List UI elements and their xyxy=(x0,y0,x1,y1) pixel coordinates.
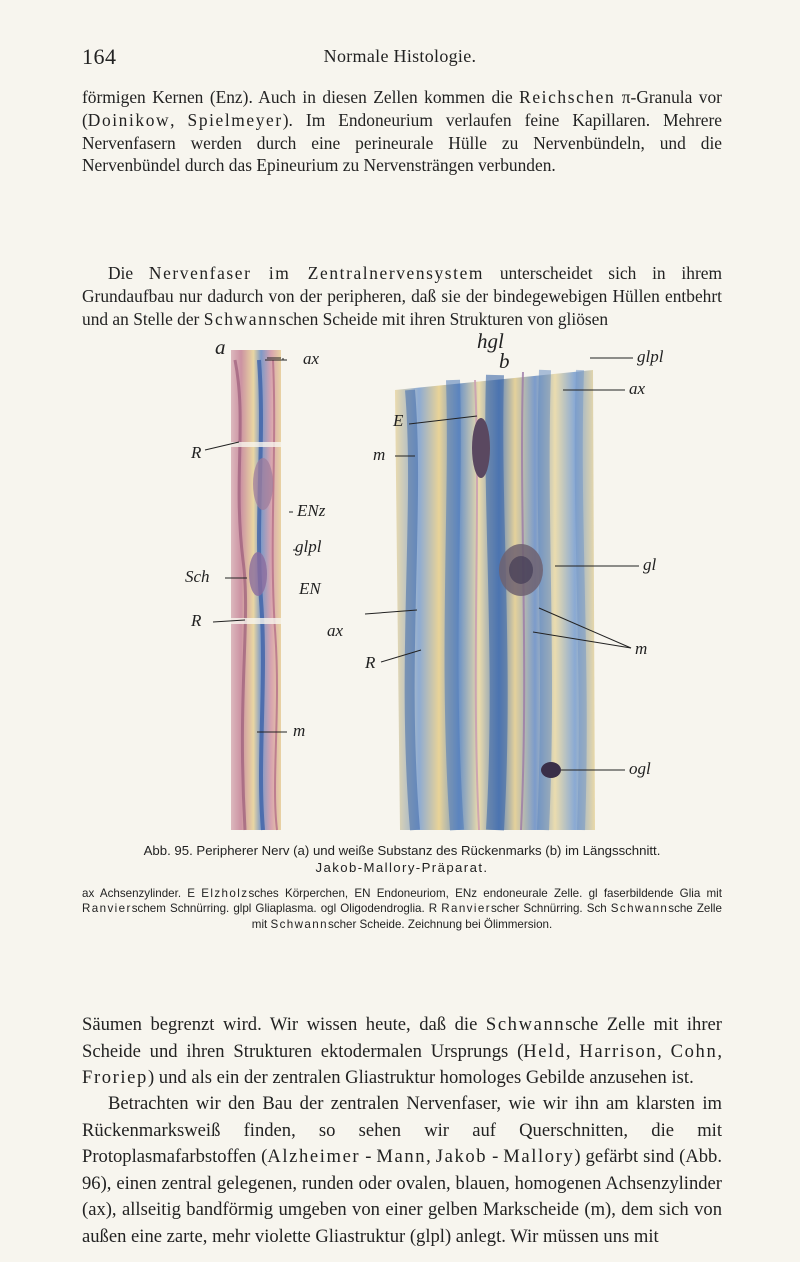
text-run: Säumen begrenzt wird. Wir wissen heute, daß die xyxy=(82,1014,486,1035)
label-r-left-top: R xyxy=(191,443,202,462)
text-run: schen Scheide mit ihren Strukturen von gliösen xyxy=(278,308,609,329)
label-glpl-left: glpl xyxy=(295,537,322,556)
legend-abbr: ENz xyxy=(455,887,478,900)
caption-title-line: Jakob-Mallory-Präparat. xyxy=(315,860,489,875)
panel-a-nerve xyxy=(231,350,281,830)
caption-legend xyxy=(82,886,722,932)
legend-abbr: gl xyxy=(588,887,598,900)
legend-abbr: ogl xyxy=(320,902,337,916)
author-name: Schwann xyxy=(203,308,279,329)
label-sch: Sch xyxy=(185,567,210,586)
author-name: Doinikow xyxy=(87,109,171,130)
author-name: Mann xyxy=(376,1146,427,1167)
paragraph-3 xyxy=(82,1012,722,1092)
label-gl: gl xyxy=(643,555,657,574)
author-name: Mallory xyxy=(503,1146,575,1167)
legend-text: Endoneuriom, xyxy=(370,887,456,900)
oligodendroglia-nucleus xyxy=(541,762,561,778)
label-ax-right: ax xyxy=(629,379,646,398)
author-name: Froriep xyxy=(82,1067,148,1088)
emphasis: Nervenfaser im Zentralnervensystem xyxy=(148,263,485,283)
panel-b-white-matter xyxy=(395,370,595,830)
author-name: Spielmeyer xyxy=(187,109,283,130)
label-enz: ENz xyxy=(297,501,326,520)
label-a: a xyxy=(215,335,226,359)
histology-figure xyxy=(185,329,710,830)
text-run: ) und als ein der zentralen Gliastruktur homologes Gebilde anzusehen ist. xyxy=(147,1067,694,1088)
legend-author: Elzholz xyxy=(201,887,249,900)
label-en: EN xyxy=(299,579,321,598)
author-name: Held xyxy=(523,1040,566,1062)
legend-text: scher Schnürring. xyxy=(490,902,587,916)
legend-text: sches Körperchen, xyxy=(248,887,355,900)
page-number: 164 xyxy=(82,44,117,69)
text-run: förmigen Kernen (Enz). Auch in diesen Zellen kommen die xyxy=(82,87,520,107)
caption-title xyxy=(82,842,722,876)
legend-abbr: ax xyxy=(82,887,95,900)
author-name: Jakob xyxy=(435,1146,488,1167)
text-run: Betrachten wir den Bau der zentralen Nervenfaser, wie wir ihn am klarsten im Rückenmarksweiß finden, so sehen wir auf Querschnitten, die mit Protoplasmafarbstoffen ( xyxy=(82,1093,722,1167)
legend-text: Gliaplasma. xyxy=(251,902,321,916)
caption-title-line: Abb. 95. Peripherer Nerv (a) und weiße Substanz des Rückenmarks (b) im Längsschnitt. xyxy=(143,843,661,858)
author-name: Reichschen xyxy=(519,87,616,107)
label-hgl: hgl xyxy=(477,329,504,353)
paragraph-1 xyxy=(82,86,722,177)
running-head: Normale Histologie. xyxy=(323,46,477,66)
legend-text: faserbildende Glia mit xyxy=(597,887,722,900)
legend-text: Achsenzylinder. xyxy=(94,887,188,900)
legend-text: scher Scheide. Zeichnung bei Ölimmersion. xyxy=(327,917,553,931)
text-run: , xyxy=(657,1040,671,1062)
text-run: - xyxy=(487,1146,504,1167)
legend-author: Schwann xyxy=(610,902,669,916)
text-run: , xyxy=(426,1146,436,1167)
text-run: ) gefärbt sind (Abb. 96), einen zentral gelegenen, runden oder ovalen, blauen, homogenen Achsenzylinder (ax), allseitig bandförmig umgeben von einer gelben Markscheide (m), dem sich von außen eine zarte, mehr violette Gliastruktur (glpl) anlegt. Wir müssen uns mit xyxy=(82,1146,722,1247)
label-m-mid: m xyxy=(373,445,386,464)
paragraph-4 xyxy=(82,1091,722,1250)
author-name: Alzheimer xyxy=(267,1146,361,1167)
figure-drawing xyxy=(185,329,710,830)
legend-text: sche Zelle mit xyxy=(251,902,722,931)
legend-abbr: Sch xyxy=(586,902,607,916)
label-ax-top: ax xyxy=(303,349,320,368)
legend-author: Ranvier xyxy=(441,902,491,916)
legend-text: schem Schnürring. xyxy=(131,902,234,916)
label-ogl: ogl xyxy=(629,759,651,778)
legend-abbr: E xyxy=(187,887,196,900)
text-run: , xyxy=(717,1040,723,1062)
legend-abbr: glpl xyxy=(233,902,252,916)
legend-text: endoneurale Zelle. xyxy=(477,887,589,900)
text-run: , xyxy=(565,1040,580,1062)
author-name: Schwann xyxy=(485,1014,566,1035)
author-name: Harrison xyxy=(579,1040,658,1062)
label-e: E xyxy=(393,411,404,430)
glial-nucleus-hgl xyxy=(472,418,490,478)
figure-caption xyxy=(82,842,722,932)
legend-text: Oligodendroglia. xyxy=(336,902,429,916)
label-glpl-right: glpl xyxy=(637,347,664,366)
label-r-left-bottom: R xyxy=(191,611,202,630)
legend-author: Ranvier xyxy=(82,902,132,916)
text-run: ). Im Endoneurium verlaufen feine Kapillaren. Mehrere Nervenfasern werden durch eine perineurale Hülle zu Nervenbündeln, und die Nervenbündel durch das Epineurium zu Nervensträngen verbunden. xyxy=(82,109,722,176)
text-run: sche Zelle mit ihrer Scheide und ihren Strukturen ektodermalen Ursprungs ( xyxy=(82,1014,722,1062)
legend-author: Schwann xyxy=(270,917,328,931)
text-run: π-Granula vor ( xyxy=(82,87,722,130)
text-run: - xyxy=(360,1146,377,1167)
legend-abbr: EN xyxy=(354,887,371,900)
text-run: , xyxy=(170,109,188,130)
label-b: b xyxy=(499,349,510,373)
label-ax-mid: ax xyxy=(327,621,344,640)
label-m-right: m xyxy=(635,639,648,658)
label-m-bottom: m xyxy=(293,721,306,740)
label-r-mid: R xyxy=(365,653,376,672)
legend-abbr: R xyxy=(428,902,438,916)
text-run: Die xyxy=(108,263,149,283)
author-name: Cohn xyxy=(670,1040,718,1062)
paragraph-2 xyxy=(82,262,722,330)
text-run: unterscheidet sich in ihrem Grundaufbau nur dadurch von der peripheren, daß sie der bindegewebigen Hüllen entbehrt und an Stelle der xyxy=(82,263,722,329)
